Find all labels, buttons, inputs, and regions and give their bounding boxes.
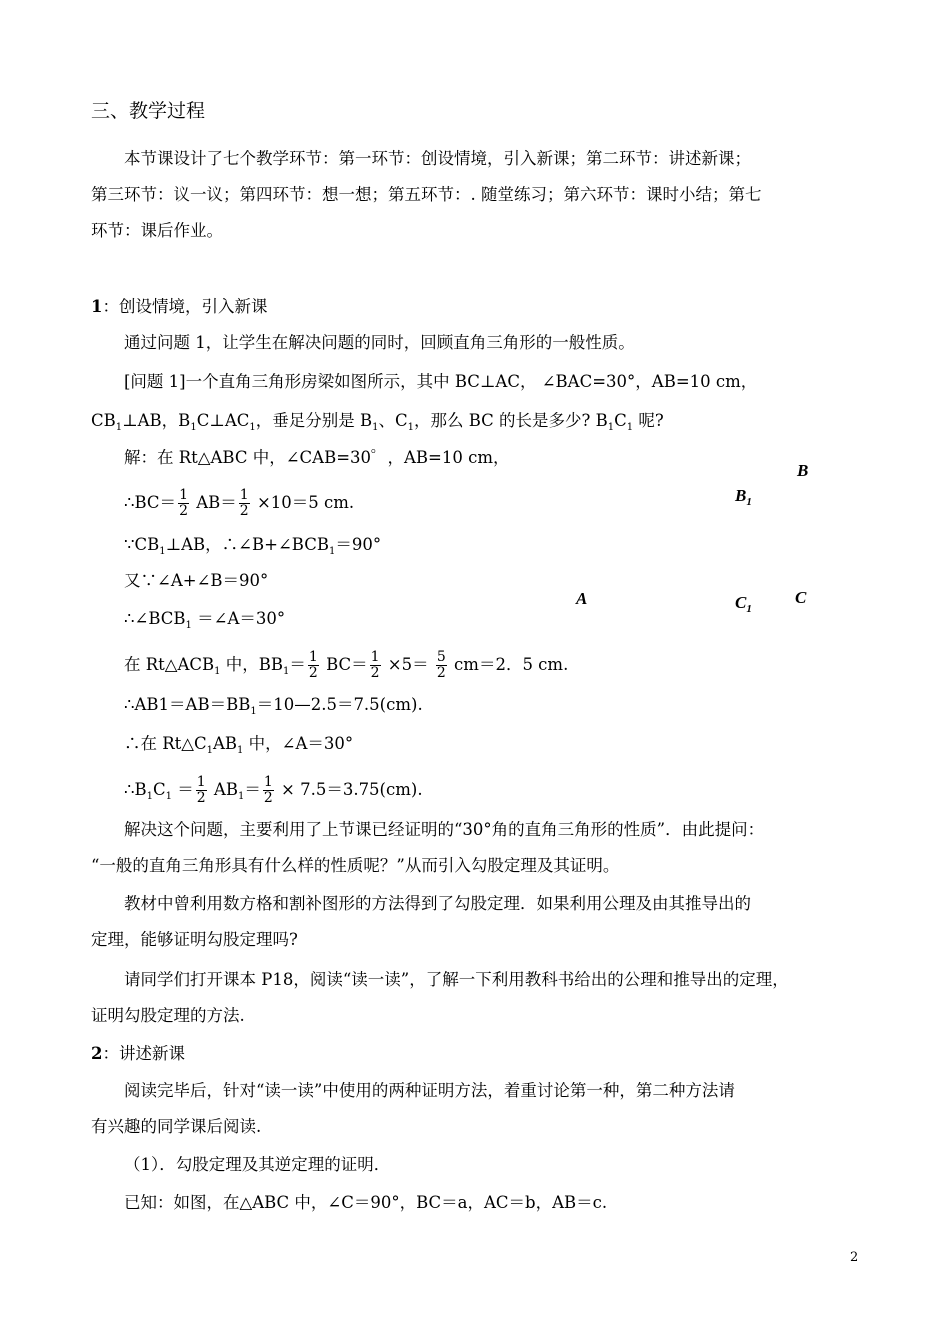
solution-line-1: 解：在 Rt△ABC 中，∠CAB=30゜，AB=10 cm，: [124, 448, 510, 467]
part1-title: ：创设情境，引入新课: [102, 297, 268, 316]
section-title: 三、教学过程: [91, 100, 206, 122]
fraction: $\frac{1}{2}$: [370, 649, 380, 681]
problem-line-2: $CB_1\perp AB$，$B_1C\perp AC_1$，垂足分别是 $B_1$、$C_1$，那么 BC 的长是多少? $B_1C_1$ 呢?: [91, 411, 664, 433]
figure-label-a: A: [576, 589, 588, 608]
solution-line-4: 又∵∠A+∠B＝90°: [124, 571, 269, 590]
fraction: $\frac{1}{2}$: [196, 774, 206, 806]
part1-paragraph-2-line-2: “一般的直角三角形具有什么样的性质呢？”从而引入勾股定理及其证明。: [91, 856, 620, 875]
solution-line-2: ∴BC＝ $\frac{1}{2}$ AB＝ $\frac{1}{2}$ ×10＝5 cm.: [124, 487, 355, 519]
part2-heading: [91, 1043, 185, 1065]
solution-line-8: ∴在 $Rt\triangle C_1AB_1$ 中，∠A＝30°: [124, 734, 354, 756]
fraction: $\frac{1}{2}$: [308, 649, 318, 681]
part2-paragraph-1-line-1: 阅读完毕后，针对“读一读”中使用的两种证明方法，着重讨论第一种，第二种方法请: [124, 1081, 735, 1100]
problem-line-1: [问题 1]一个直角三角形房梁如图所示，其中 BC⊥AC， ∠BAC=30°，AB=10 cm，: [124, 372, 758, 391]
part1-heading: [91, 296, 267, 318]
fraction: $\frac{1}{2}$: [263, 774, 273, 806]
fraction: $\frac{1}{2}$: [239, 487, 249, 519]
solution-line-5: $\therefore\angle BCB_1$ ＝∠A＝30°: [124, 609, 286, 631]
part1-number: 1: [91, 297, 103, 316]
intro-line-1: 本节课设计了七个教学环节：第一环节：创设情境，引入新课；第二环节：讲述新课；: [124, 149, 751, 168]
fraction: $\frac{1}{2}$: [179, 487, 188, 519]
part2-subsection-1: （1）．勾股定理及其逆定理的证明．: [124, 1155, 391, 1174]
part2-given: 已知：如图，在△ABC 中，∠C＝90°，BC＝a，AC＝b，AB＝c.: [124, 1193, 608, 1212]
intro-line-3: 环节：课后作业。: [91, 221, 223, 240]
part2-paragraph-1-line-2: 有兴趣的同学课后阅读.: [91, 1117, 262, 1136]
solution-line-7: $\therefore AB1=AB=BB_1=10—2.5=7.5(cm)$.: [124, 695, 423, 717]
part1-paragraph-3-line-1: 教材中曾利用数方格和割补图形的方法得到了勾股定理．如果利用公理及由其推导出的: [124, 894, 751, 913]
part1-paragraph-1: 通过问题 1，让学生在解决问题的同时，回顾直角三角形的一般性质。: [124, 333, 635, 352]
solution-line-6: 在 $Rt\triangle ACB_1$ 中，$BB_1=$ $\frac{1}{2}$ BC＝ $\frac{1}{2}$ ×5＝ $\frac{5}{2}$ cm＝2．5 cm.: [124, 649, 569, 681]
part1-paragraph-4-line-1: 请同学们打开课本 P18，阅读“读一读”，了解一下利用教科书给出的公理和推导出的定理，: [124, 970, 789, 989]
figure-label-b: B: [797, 461, 809, 480]
solution-line-9: $\therefore B_1C_1$ ＝ $\frac{1}{2}$ $AB_1=$ $\frac{1}{2}$ × 7.5＝3.75(cm).: [124, 774, 423, 806]
part2-title: ：讲述新课: [102, 1044, 185, 1063]
figure-label-b1: $B_1$: [735, 486, 752, 508]
solution-line-3: $\because CB_1\perp AB$，$\therefore\angle B+\angle BCB_1=90^\circ$: [124, 535, 382, 557]
part1-paragraph-4-line-2: 证明勾股定理的方法.: [91, 1006, 245, 1025]
intro-line-2: 第三环节：议一议；第四环节：想一想；第五环节：. 随堂练习；第六环节：课时小结；第七: [91, 185, 762, 204]
page-number: 2: [850, 1250, 859, 1265]
fraction: $\frac{5}{2}$: [436, 649, 446, 681]
part1-paragraph-3-line-2: 定理，能够证明勾股定理吗?: [91, 930, 298, 949]
figure-label-c: C: [795, 588, 807, 607]
part2-number: 2: [91, 1044, 103, 1063]
part1-paragraph-2-line-1: 解决这个问题，主要利用了上节课已经证明的“30°角的直角三角形的性质”．由此提问：: [124, 820, 765, 839]
figure-label-c1: $C_1$: [735, 593, 752, 615]
